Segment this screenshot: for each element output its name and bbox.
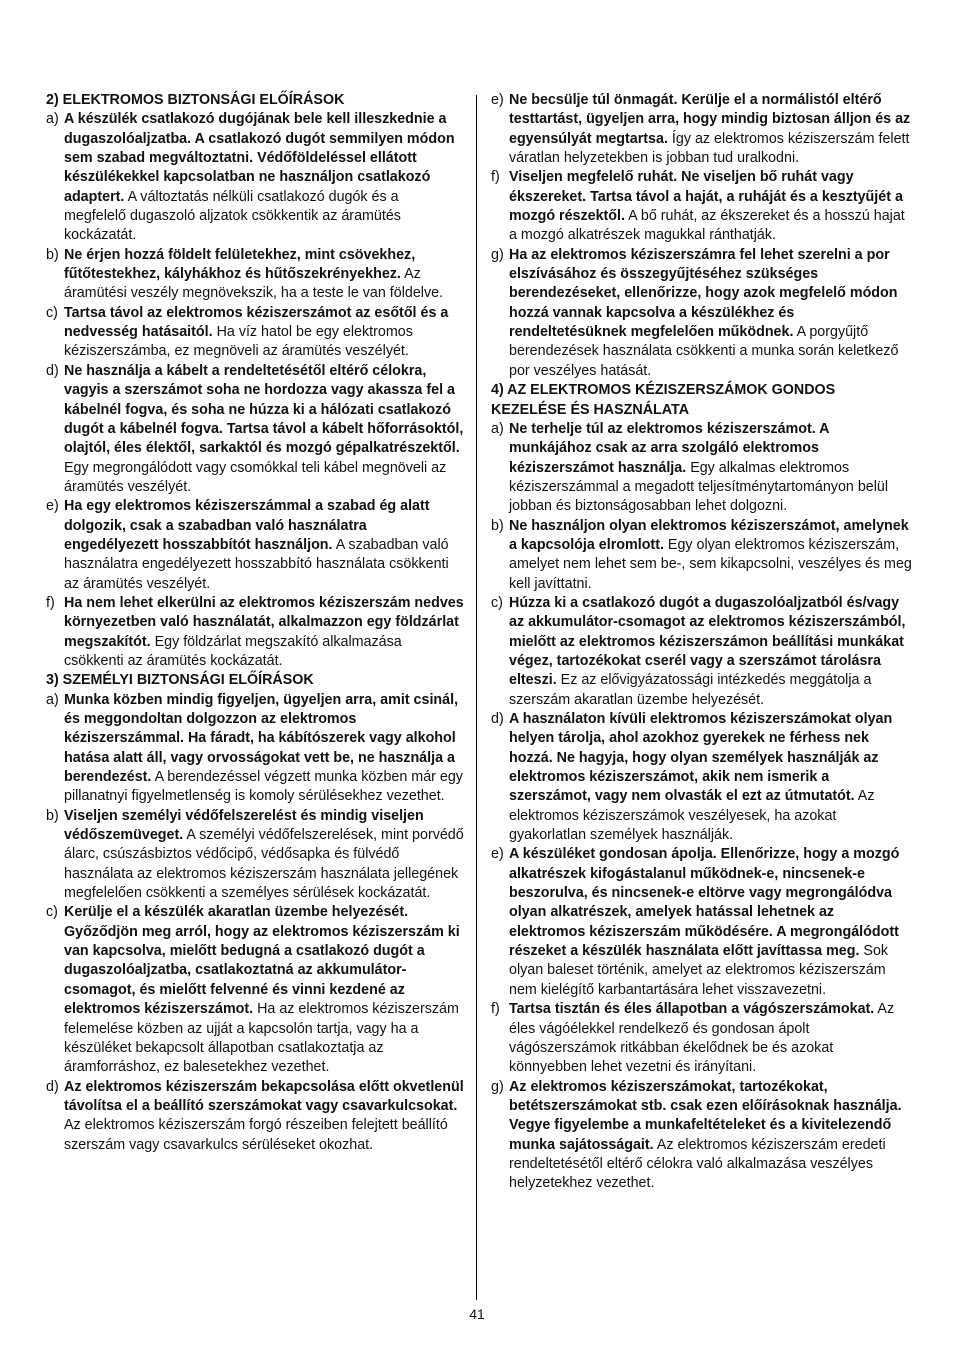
list-item: [491, 1078, 912, 1194]
item-text: [509, 246, 912, 381]
item-letter: d): [46, 1078, 59, 1095]
item-text: [509, 710, 912, 845]
page-number: 41: [469, 1306, 485, 1322]
item-bold-text: Ne használja a kábelt a rendeltetésétől eltérő célokra, vagyis a szerszámot soha ne hordozza vagy akassza fel a kábelnél fogva, és soha ne húzza ki a hálózati csatlakozó dugót a kábelnél fogva. Tartsa távol a kábelt hőforrásoktól, olajtól, éles élektől, sarkaktól és mozgó gépalkatrészektől.: [64, 362, 464, 457]
item-text: [509, 168, 912, 245]
item-bold-text: A készülék csatlakozó dugójának bele kell illeszkednie a dugaszolóaljzatba. A csatlakozó dugót semmilyen módon sem szabad megváltoztatni. Védőföldeléssel ellátott készülékekkel kapcsolatban ne használjon csatlakozó adaptert.: [64, 111, 455, 205]
left-column: [46, 91, 464, 1155]
item-normal-text: Egy földzárlat megszakító alkalmazása csökkenti az áramütés kockázatát.: [64, 633, 402, 669]
item-normal-text: A berendezéssel végzett munka közben már egy pillanatnyi figyelmetlenség is komoly sérülésekhez vezethet.: [64, 769, 463, 805]
list-item: [46, 594, 464, 671]
list-item: [46, 807, 464, 904]
item-letter: b): [46, 246, 59, 263]
item-text: [509, 594, 912, 710]
item-bold-text: Viseljen megfelelő ruhát. Ne viseljen bő ruhát vagy ékszereket. Tartsa távol a haját, a ruháját és a kesztyűjét a mozgó részektől.: [509, 169, 903, 225]
item-letter: g): [491, 1078, 504, 1095]
item-normal-text: A bő ruhát, az ékszereket és a hosszú hajat a mozgó alkatrészek magukkal ránthatják.: [509, 208, 905, 244]
list-item: [46, 691, 464, 807]
item-text: [64, 497, 464, 594]
item-bold-text: A készüléket gondosan ápolja. Ellenőrizze, hogy a mozgó alkatrészek kifogástalanul működnek-e, nincsenek-e beszorulva, és nincsenek-e eltörve vagy megrongálódva olyan alkatrészek, amelyek hatással lehetnek az elektromos kéziszerszám működésére. A megrongálódott részeket a készülék használata előtt javíttassa meg.: [509, 846, 900, 960]
item-bold-text: Ha egy elektromos kéziszerszámmal a szabad ég alatt dolgozik, csak a szabadban való használatra engedélyezett hosszabbítót használjon.: [64, 498, 430, 553]
item-bold-text: Ne terhelje túl az elektromos kéziszerszámot. A munkájához csak az arra szolgáló elektromos kéziszerszámot használja.: [509, 420, 829, 476]
item-letter: d): [46, 362, 59, 379]
item-text: [64, 246, 464, 304]
item-letter: f): [491, 1001, 500, 1018]
item-letter: c): [46, 904, 58, 921]
item-normal-text: Ha víz hatol be egy elektromos kéziszerszámba, ez megnöveli az áramütés veszélyét.: [64, 324, 413, 360]
item-bold-text: Az elektromos kéziszerszám bekapcsolása előtt okvetlenül távolítsa el a beállító szerszámokat vagy csavarkulcsokat.: [64, 1078, 464, 1114]
item-text: [64, 807, 464, 904]
list-item: [46, 110, 464, 245]
list-item: [46, 246, 464, 304]
item-normal-text: Egy alkalmas elektromos kéziszerszámmal a megadott teljesítménytartományon belül jobban és biztonságosabban lehet dolgozni.: [509, 459, 889, 515]
item-bold-text: Tartsa távol az elektromos kéziszerszámot az esőtől és a nedvesség hatásaitól.: [64, 304, 449, 341]
item-normal-text: Egy olyan elektromos kéziszerszám, amelyet nem lehet sem be-, sem kikapcsolni, veszélyes és meg kell javíttatni.: [509, 536, 912, 592]
item-letter: c): [46, 304, 58, 321]
item-letter: a): [46, 691, 59, 708]
item-normal-text: A változtatás nélküli csatlakozó dugók és a megfelelő dugaszoló aljzatok csökkentik az áramütés kockázatát.: [64, 188, 401, 244]
list-item: [491, 1000, 912, 1077]
item-normal-text: Ez az elővigyázatossági intézkedés meggátolja a szerszám akaratlan üzembe helyezését.: [509, 672, 872, 708]
item-text: [509, 517, 912, 594]
item-bold-text: Ha nem lehet elkerülni az elektromos kéziszerszám nedves környezetben való használatát, alkalmazzon egy földzárlat megszakítót.: [64, 594, 464, 650]
list-item: [491, 91, 912, 168]
item-bold-text: Tartsa tisztán és éles állapotban a vágószerszámokat.: [509, 1001, 875, 1018]
item-normal-text: Az elektromos kéziszerszámok veszélyesek, ha azokat gyakorlatlan személyek használják.: [509, 788, 875, 844]
item-text: [64, 594, 464, 671]
list-item: [491, 420, 912, 517]
item-bold-text: Viseljen személyi védőfelszerelést és mindig viseljen védőszemüveget.: [64, 807, 424, 844]
item-text: [509, 1000, 912, 1077]
item-bold-text: Ne érjen hozzá földelt felületekhez, mint csövekhez, fűtőtestekhez, kályhákhoz és hűtőszekrényekhez.: [64, 246, 416, 283]
list-item: [46, 497, 464, 594]
item-letter: d): [491, 711, 504, 727]
list-item: [46, 1078, 464, 1155]
item-text: [64, 1078, 464, 1155]
item-normal-text: Ha az elektromos kéziszerszám felemelése közben az ujját a kapcsolón tartja, vagy ha a készüléket bekapcsolt állapotban csatlakoztatja az áramforráshoz, ez balesetekhez vezethet.: [64, 1001, 459, 1076]
item-text: [64, 691, 464, 807]
item-normal-text: Az elektromos kéziszerszám eredeti rendeltetésétől eltérő célokra való alkalmazása veszélyes helyzetekhez vezethet.: [509, 1136, 886, 1192]
item-letter: c): [491, 594, 503, 611]
item-normal-text: Az éles vágóélekkel rendelkező és gondosan ápolt vágószerszámok ritkábban ékelődnek be és azokat könnyebben lehet vezetni és irányítani.: [509, 1001, 895, 1076]
section-heading: 2) ELEKTROMOS BIZTONSÁGI ELŐÍRÁSOK: [46, 92, 345, 108]
item-text: [509, 1078, 912, 1194]
list-item: [46, 903, 464, 1077]
item-letter: b): [491, 517, 504, 534]
item-letter: e): [46, 498, 59, 515]
item-text: [509, 845, 912, 1000]
item-text: [509, 420, 912, 517]
list-item: [491, 168, 912, 245]
item-normal-text: Egy megrongálódott vagy csomókkal teli kábel megnöveli az áramütés veszélyét.: [64, 459, 447, 495]
item-letter: a): [46, 111, 59, 128]
list-item: [491, 594, 912, 710]
item-letter: f): [491, 169, 500, 186]
list-item: [491, 845, 912, 1000]
list-item: [491, 517, 912, 594]
item-normal-text: Az elektromos kéziszerszám forgó részeiben felejtett beállító szerszám vagy csavarkulcs sérüléseket okozhat.: [64, 1117, 448, 1153]
item-normal-text: A porgyűjtő berendezések használata csökkenti a munka során keletkező por veszélyes hatását.: [509, 324, 899, 379]
item-letter: a): [491, 420, 504, 437]
item-letter: g): [491, 246, 504, 263]
item-text: [64, 110, 464, 245]
item-normal-text: Sok olyan baleset történik, amelyet az elektromos kéziszerszám nem kielégítő karbantartására lehet visszavezetni.: [509, 943, 889, 998]
item-letter: b): [46, 807, 59, 824]
section-heading: 3) SZEMÉLYI BIZTONSÁGI ELŐÍRÁSOK: [46, 672, 314, 689]
item-letter: f): [46, 594, 55, 611]
item-bold-text: Munka közben mindig figyeljen, ügyeljen arra, amit csinál, és meggondoltan dolgozzon az elektromos kéziszerszámmal. Ha fáradt, ha kábítószerek vagy alkohol hatása alatt áll, vagy orvosságokat vett be, ne használja a berendezést.: [64, 691, 459, 786]
item-bold-text: Kerülje el a készülék akaratlan üzembe helyezését. Győződjön meg arról, hogy az elektromos kéziszerszám ki van kapcsolva, mielőtt bedugná a csatlakozó dugót a dugaszolóaljzatba, csatlakoztatná az akkumulátor-csomagot, és mielőtt felvenné és vinni kezdené az elektromos kéziszerszámot.: [64, 904, 460, 1018]
item-text: [64, 304, 464, 362]
item-text: [64, 362, 464, 497]
item-text: [509, 91, 912, 168]
item-bold-text: Ne használjon olyan elektromos kéziszerszámot, amelynek a kapcsolója elromlott.: [509, 517, 909, 553]
item-bold-text: Az elektromos kéziszerszámokat, tartozékokat, betétszerszámokat stb. csak ezen előírásoknak használja. Vegye figyelembe a munkafeltételeket és a kivitelezendő munka sajátosságait.: [509, 1078, 902, 1153]
list-item: [491, 710, 912, 845]
column-divider: [476, 95, 477, 1300]
item-bold-text: Húzza ki a csatlakozó dugót a dugaszolóaljzatból és/vagy az akkumulátor-csomagot az elektromos kéziszerszámból, mielőtt az elektromos kéziszerszámon beállítási munkákat végez, tartozékokat cserél vagy a szerszámot tárolásra elteszi.: [509, 594, 906, 689]
item-letter: e): [491, 92, 504, 108]
item-normal-text: A személyi védőfelszerelések, mint porvédő álarc, csúszásbiztos védőcipő, védősapka és fülvédő használata az elektromos kéziszerszám használata jellegének megfelelően csökkenti a személyes sérülések kockázatát.: [64, 827, 464, 902]
list-item: [491, 246, 912, 381]
item-letter: e): [491, 846, 504, 863]
list-item: [46, 362, 464, 497]
item-bold-text: A használaton kívüli elektromos kéziszerszámokat olyan helyen tárolja, ahol azokhoz gyerekek ne férhess nek hozzá. Ne hagyja, hogy olyan személyek használják az elektromos kéziszerszámot, akik nem ismerik a szerszámot, vagy nem olvasták el ezt az útmutatót.: [509, 711, 893, 805]
right-column: [491, 91, 912, 1194]
item-normal-text: A szabadban való használatra engedélyezett hosszabbító használata csökkenti az áramütés veszélyét.: [64, 536, 449, 592]
item-normal-text: Az áramütési veszély megnövekszik, ha a teste le van földelve.: [64, 266, 444, 302]
list-item: [46, 304, 464, 362]
item-bold-text: Ne becsülje túl önmagát. Kerülje el a normálistól eltérő testtartást, ügyeljen arra, hogy mindig biztosan álljon és az egyensúlyát megtartsa.: [509, 92, 911, 147]
item-normal-text: Így az elektromos kéziszerszám felett váratlan helyzetekben is jobban tud uralkodni.: [509, 130, 910, 167]
item-text: [64, 903, 464, 1077]
section-heading: 4) AZ ELEKTROMOS KÉZISZERSZÁMOK GONDOS KEZELÉSE ÉS HASZNÁLATA: [491, 382, 836, 418]
item-bold-text: Ha az elektromos kéziszerszámra fel lehet szerelni a por elszívásához és összegyűjtéséhez szükséges berendezéseket, ellenőrizze, hogy azok megfelelő módon hozzá vannak kapcsolva a készülékhez és rendeltetésüknek megfelelően működnek.: [509, 246, 898, 341]
